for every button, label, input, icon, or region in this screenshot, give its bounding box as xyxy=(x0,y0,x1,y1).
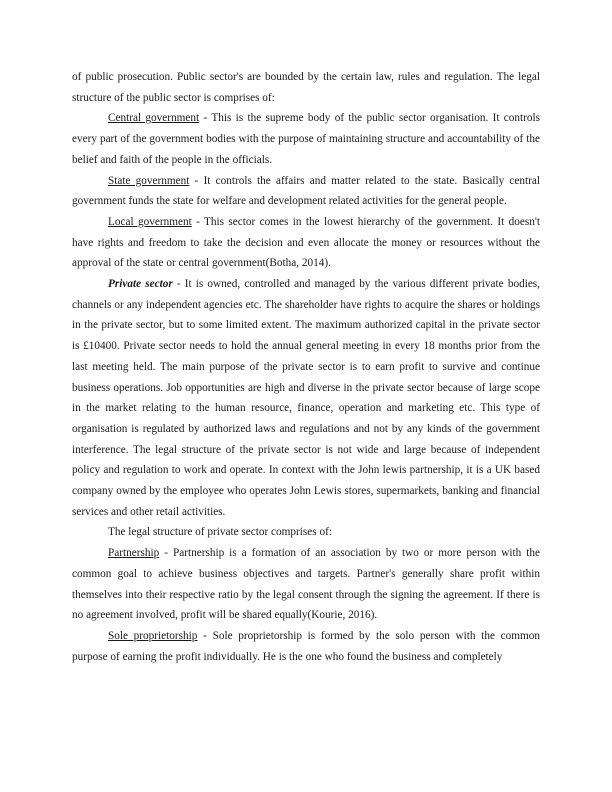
private-sector-paragraph xyxy=(72,274,540,522)
local-government-paragraph xyxy=(72,212,540,274)
state-government-text: It controls the affairs and matter related to the state. Basically central government funds the state for welfare and development related activities for the general people. xyxy=(72,174,541,208)
partnership-term: Partnership xyxy=(108,547,160,560)
partnership-separator: - xyxy=(159,547,173,560)
intro-paragraph: of public prosecution. Public sector's are bounded by the certain law, rules and regulation. The legal structure of the public sector is comprises of: xyxy=(72,71,540,104)
sole-proprietorship-separator: - xyxy=(197,629,213,642)
private-sector-text: It is owned, controlled and managed by the various different private bodies, channels or any independent agencies etc. The shareholder have rights to acquire the shares or holdings in the private sector, but to some limited extent. The maximum authorized capital in the private sector is £10400. Private sector needs to hold the annual general meeting in every 18 months prior from the last meeting held. The main purpose of the private sector is to earn profit to survive and continue business operations. Job opportunities are high and diverse in the private sector because of large scope in the market relating to the human resource, finance, operation and marketing etc. This type of organisation is regulated by authorized laws and regulations and not by any kinds of the government interference. The legal structure of the private sector is not wide and large because of independent policy and regulation to work and operate. In context with the John lewis partnership, it is a UK based company owned by the employee who operates John Lewis stores, supermarkets, banking and financial services and other retail activities. xyxy=(72,278,540,518)
state-government-paragraph xyxy=(72,171,540,212)
central-government-term: Central government xyxy=(108,112,200,125)
state-government-separator: - xyxy=(189,174,204,187)
private-sector-separator: - xyxy=(172,278,185,291)
central-government-text: This is the supreme body of the public sector organisation. It controls every part of the government bodies with the purpose of maintaining structure and accountability of the belief and faith of the people in the officials. xyxy=(72,112,540,166)
local-government-text: This sector comes in the lowest hierarchy of the government. It doesn't have rights and freedom to take the decision and even allocate the money or resources without the approval of the state or central government(Botha, 2014). xyxy=(72,215,541,270)
local-government-term: Local government xyxy=(108,215,192,228)
central-government-separator: - xyxy=(199,112,212,125)
sole-proprietorship-text: Sole proprietorship is formed by the solo person with the common purpose of earning the profit individually. He is the one who found the business and completely xyxy=(72,629,540,663)
state-government-term: State government xyxy=(108,174,190,187)
sole-proprietorship-paragraph xyxy=(72,626,540,667)
partnership-paragraph xyxy=(72,543,540,626)
local-government-separator: - xyxy=(191,215,205,228)
partnership-text: Partnership is a formation of an association by two or more person with the common goal to achieve business objectives and targets. Partner's generally share profit within themselves into their respective ratio by the legal consent through the signing the agreement. If there is no agreement involved, profit will be shared equally(Kourie, 2016). xyxy=(72,547,541,622)
private-structure-intro: The legal structure of private sector comprises of: xyxy=(108,526,332,539)
document-page xyxy=(72,67,540,667)
central-government-paragraph xyxy=(72,108,540,170)
sole-proprietorship-term: Sole proprietorship xyxy=(108,629,198,642)
private-sector-term: Private sector xyxy=(108,278,173,291)
